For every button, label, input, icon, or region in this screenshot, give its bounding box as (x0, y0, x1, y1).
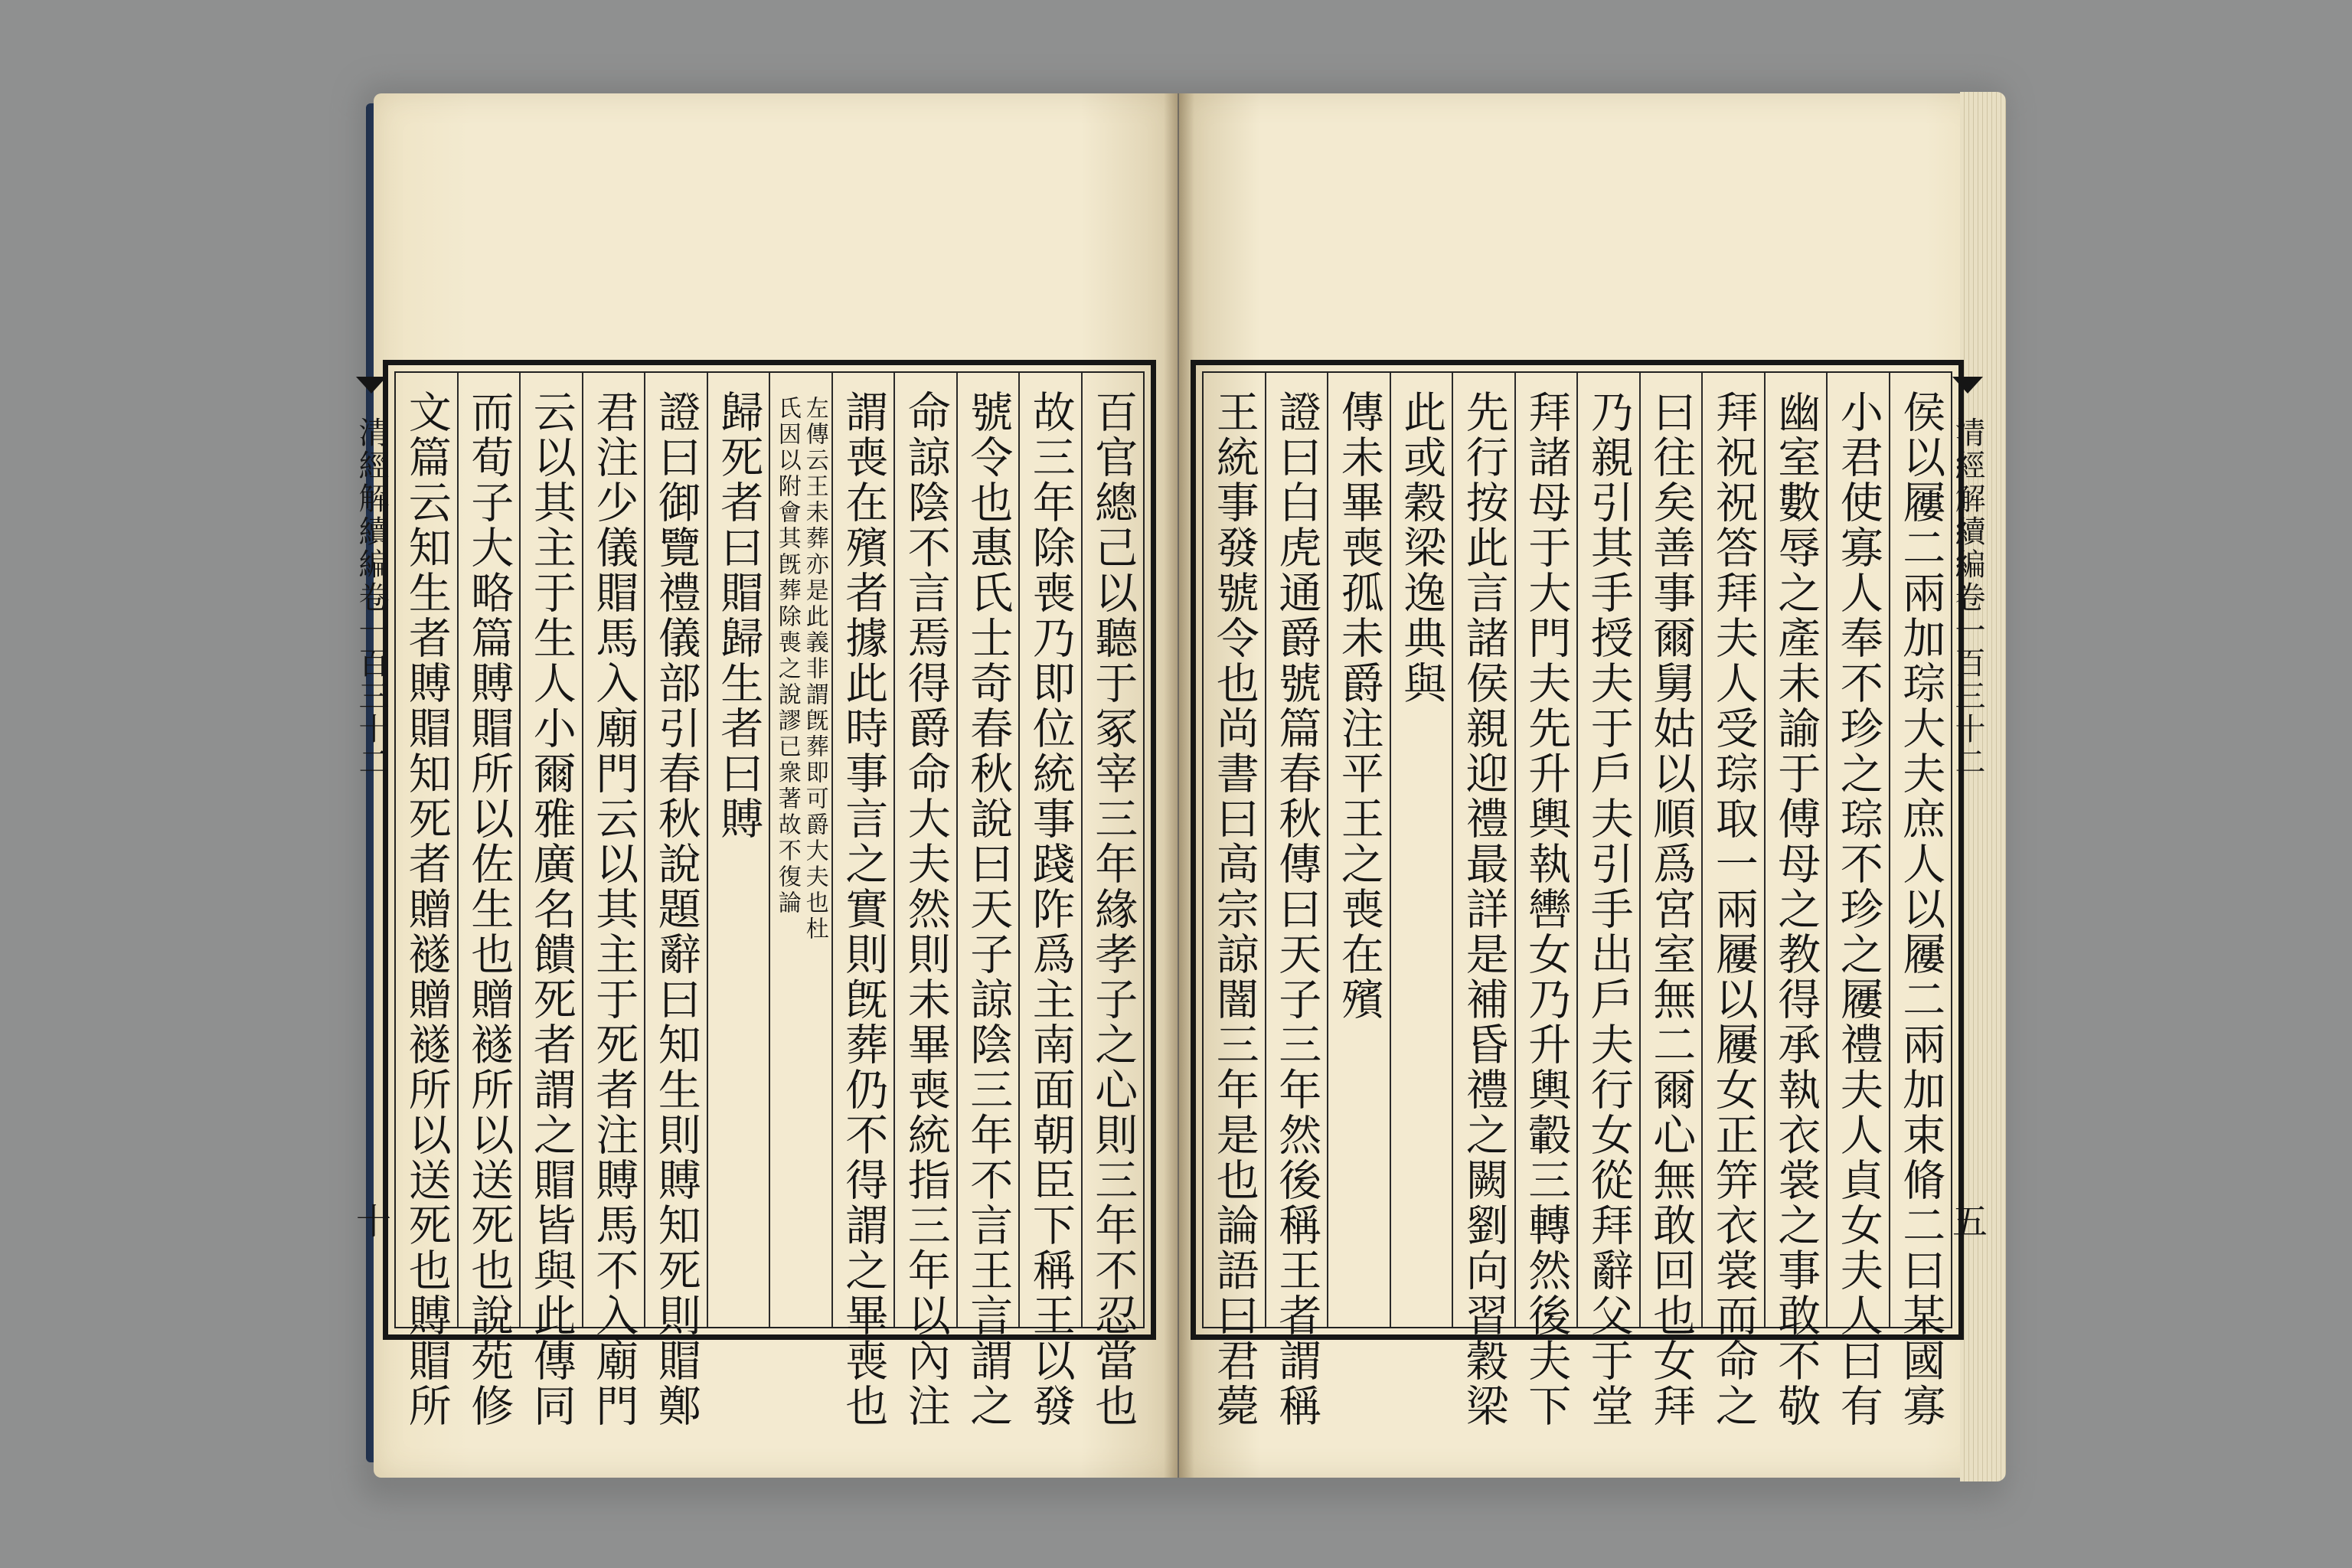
text-column (1204, 373, 1265, 1429)
text-column (707, 373, 769, 1327)
column-text: 小君使寡人奉不珍之琮不珍之屨禮夫人貞女夫人曰有 (1833, 390, 1883, 1429)
right-text-block (1191, 360, 1964, 1429)
fishtail-mark (1952, 377, 1983, 394)
column-text: 拜祝祝答拜夫人受琮取一兩屨以屨女正笄衣裳而命之 (1708, 390, 1759, 1429)
text-column (1390, 373, 1452, 1327)
text-column (519, 373, 582, 1429)
column-text: 號令也惠氏士奇春秋說曰天子諒陰三年不言王言謂之 (963, 390, 1014, 1429)
text-column (831, 373, 894, 1429)
text-column (769, 373, 831, 1327)
text-column (1576, 373, 1639, 1429)
right-margin-strip (1945, 360, 1991, 1340)
book-gutter (1164, 93, 1194, 1478)
column-text: 證曰御覽禮儀部引春秋說題辭曰知生則賻知死則賵鄭 (651, 390, 701, 1429)
column-text: 拜諸母于大門夫先升輿執轡女乃升輿轂三轉然後夫下 (1521, 390, 1572, 1429)
column-text: 命諒陰不言焉得爵命大夫然則未畢喪統指三年以內注 (900, 390, 951, 1429)
text-column (644, 373, 707, 1429)
column-text: 幽室數辱之產未諭于傅母之教得承執衣裳之事敢不敬 (1771, 390, 1821, 1429)
column-text: 先行按此言諸侯親迎禮最詳是補昏禮之闕劉向習穀梁 (1459, 390, 1509, 1429)
column-text: 云以其主于生人小爾雅廣名饋死者謂之賵皆與此傳同 (526, 390, 577, 1429)
annotation-line-left: 氏因以附會其旣葬除喪之說謬已衆著故不復論 (773, 396, 801, 916)
left-folio: 十 (351, 1203, 392, 1240)
column-text: 王統事發號令也尚書曰高宗諒闇三年是也論語曰君薨 (1209, 390, 1259, 1429)
text-column (457, 373, 520, 1429)
right-folio: 五 (1947, 1203, 1988, 1240)
text-column (1701, 373, 1764, 1429)
column-text: 證曰白虎通爵號篇春秋傳曰天子三年然後稱王者謂稱 (1272, 390, 1322, 1429)
left-text-block (383, 360, 1156, 1429)
column-text: 謂喪在殯者據此時事言之實則旣葬仍不得謂之畢喪也 (838, 390, 889, 1429)
text-column (893, 373, 956, 1429)
right-margin-title: 清經解續編卷一百三十二 (1950, 416, 1985, 779)
column-text: 侯以屨二兩加琮大夫庶人以屨二兩加束脩二曰某國寡 (1896, 390, 1946, 1429)
text-column (1081, 373, 1144, 1429)
column-text: 故三年除喪乃即位統事踐阼爲主南面朝臣下稱王以發 (1025, 390, 1076, 1429)
text-column (1639, 373, 1702, 1429)
text-column (396, 373, 457, 1429)
text-column (1327, 373, 1390, 1327)
column-text: 君注少儀賵馬入廟門云以其主于死者注賻馬不入廟門 (589, 390, 639, 1429)
column-text: 此或穀梁逸典與 (1396, 390, 1447, 706)
text-column (1826, 373, 1889, 1429)
text-column (1452, 373, 1514, 1429)
text-column (1764, 373, 1827, 1429)
column-text: 百官總己以聽于冢宰三年緣孝子之心則三年不忍當也 (1088, 390, 1138, 1429)
text-column (956, 373, 1019, 1429)
column-text: 文篇云知生者賻賵知死者贈襚贈襚所以送死也賻賵所 (401, 390, 452, 1429)
column-text: 歸死者曰賵歸生者曰賻 (714, 390, 764, 841)
column-text: 曰往矣善事爾舅姑以順爲宮室無二爾心無敢回也女拜 (1646, 390, 1697, 1429)
left-margin-title: 清經解續編卷一百三十二 (354, 416, 389, 779)
text-column (1018, 373, 1081, 1429)
text-column (1265, 373, 1328, 1429)
double-line-annotation (773, 373, 828, 942)
text-column (1514, 373, 1577, 1429)
left-columns (394, 371, 1145, 1429)
text-column (1889, 373, 1952, 1429)
column-text: 傳未畢喪孤未爵注平王之喪在殯 (1334, 390, 1384, 1022)
annotation-line-right: 左傳云王未葬亦是此義非謂旣葬即可爵大夫也杜 (801, 396, 828, 942)
text-column (582, 373, 645, 1429)
column-text: 乃親引其手授夫于戶夫引手出戶夫行女從拜辭父于堂 (1583, 390, 1634, 1429)
fishtail-mark (356, 377, 387, 394)
right-columns (1202, 371, 1952, 1429)
column-text: 而荀子大略篇賻賵所以佐生也贈襚所以送死也說苑修 (464, 390, 514, 1429)
left-margin-strip (348, 360, 394, 1340)
